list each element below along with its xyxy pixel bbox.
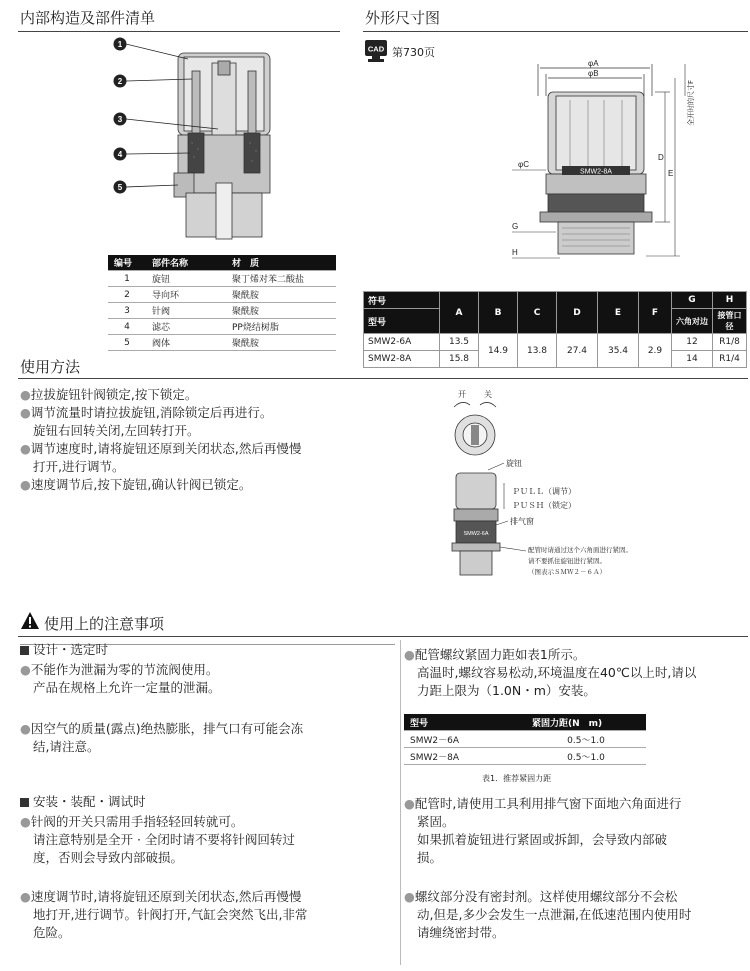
caution-design-1: ●不能作为泄漏为零的节流阀使用。 产品在规格上允许一定量的泄漏。 bbox=[20, 662, 221, 695]
label-open: 开 bbox=[458, 390, 466, 399]
divider bbox=[18, 636, 748, 637]
column-divider bbox=[400, 640, 401, 965]
callout-4: 4 bbox=[117, 150, 123, 159]
label-push: ＰＵＳＨ（锁定） bbox=[512, 501, 576, 510]
fig-model-mark: SMW2-6A bbox=[463, 531, 489, 537]
divider bbox=[18, 378, 748, 379]
cad-page-link[interactable]: 第730页 bbox=[392, 46, 435, 59]
list-item: ●调节速度时,请将旋钮还原到关闭状态,然后再慢慢 bbox=[20, 441, 302, 456]
label-pull: ＰＵＬＬ（调节） bbox=[512, 487, 576, 496]
usage-figure bbox=[440, 385, 720, 595]
outline-dimension-title: 外形尺寸图 bbox=[365, 9, 441, 27]
list-item: ●调节流量时请拉拔旋钮,消除锁定后再进行。 bbox=[20, 405, 273, 420]
internal-structure-title: 内部构造及部件清单 bbox=[20, 9, 156, 27]
label-exhaust: 排气窗 bbox=[510, 517, 534, 526]
label-knob: 旋钮 bbox=[506, 459, 522, 468]
list-item: ●速度调节后,按下旋钮,确认针阀已锁定。 bbox=[20, 477, 252, 492]
outline-dimension-drawing bbox=[500, 56, 700, 271]
callout-2: 2 bbox=[117, 77, 123, 86]
label-full-open: 全开时的尺寸F bbox=[687, 79, 695, 126]
model-mark: SMW2-8A bbox=[580, 168, 612, 176]
caution-sealant: ●螺纹部分没有密封剂。这样使用螺纹部分不会松 动,但是,多少会发生一点泄漏,在低速范围内使用时 请缠绕密封带。 bbox=[404, 889, 692, 940]
label-phi-b: φB bbox=[588, 69, 599, 78]
usage-list: ●拉拔旋钮针阀锁定,按下锁定。 ●调节流量时请拉拔旋钮,消除锁定后再进行。 旋钮右回转关闭,左回转打开。 ●调节速度时,请将旋钮还原到关闭状态,然后再慢慢 打开,进行调节。 ●速度调节后,按下旋钮,确认针阀已锁定。 bbox=[20, 386, 370, 494]
internal-structure-drawing bbox=[108, 33, 308, 248]
divider bbox=[18, 31, 340, 32]
subsection-install: 安装・装配・调试时 bbox=[20, 793, 146, 811]
svg-text:CAD: CAD bbox=[367, 44, 385, 54]
callout-1: 1 bbox=[117, 40, 123, 49]
caution-install-1: ●针阀的开关只需用手指轻轻回转就可。 请注意特别是全开 · 全闭时请不要将针阀回转过 度，否则会导致内部破损。 bbox=[20, 814, 295, 865]
label-close: 关 bbox=[484, 390, 492, 399]
label-phi-a: φA bbox=[588, 59, 599, 68]
callout-3: 3 bbox=[117, 115, 123, 124]
note-2: 请不要抓住旋钮进行紧固。 bbox=[528, 557, 606, 565]
label-phi-c: φC bbox=[518, 160, 529, 169]
caution-install-2: ●速度调节时,请将旋钮还原到关闭状态,然后再慢慢 地打开,进行调节。针阀打开,气缸会突然飞出,非常 危险。 bbox=[20, 889, 308, 940]
label-h: H bbox=[512, 248, 518, 257]
table-row: SMW2-6A 13.5 14.9 13.8 27.4 35.4 2.9 12 R1/8 bbox=[364, 334, 747, 351]
caution-piping: ●配管时,请使用工具利用排气窗下面地六角面进行 紧固。 如果抓着旋钮进行紧固或拆卸，会导致内部破 损。 bbox=[404, 796, 682, 865]
caution-torque: ●配管螺纹紧固力距如表1所示。 高温时,螺纹容易松动,环境温度在40℃以上时,请以 力距上限为（1.0N・m）安装。 bbox=[404, 647, 697, 698]
usage-title: 使用方法 bbox=[20, 358, 81, 376]
label-e: E bbox=[668, 169, 674, 178]
dimension-table: 符号 A B C D E F G H 型号 六角对边 接管口径 SMW2-6A 13.5 14.9 13.8 27.4 35.4 2.9 12 R1/8 SMW2-8A 15.8 14 R1/4 bbox=[363, 291, 747, 368]
parts-table: 编号 部件名称 材 质 1 旋钮 聚丁烯对苯二酸盐 2 导向环 聚酰胺 3 针阀 聚酰胺 4 滤芯 PP烧结树脂 5 阀体 聚酰胺 bbox=[108, 255, 336, 351]
label-d: D bbox=[658, 153, 664, 162]
table-row: 4 滤芯 PP烧结树脂 bbox=[108, 319, 336, 335]
cad-icon[interactable] bbox=[364, 39, 388, 63]
caution-design-2: ●因空气的质量(露点)绝热膨胀，排气口有可能会冻 结,请注意。 bbox=[20, 721, 304, 754]
torque-table: 型号 紧固力距(N m) SMW2－6A 0.5～1.0 SMW2－8A 0.5～1.0 bbox=[404, 714, 646, 765]
table-row: SMW2－6A 0.5～1.0 bbox=[404, 731, 646, 748]
note-3: （图表示ＳＭＷ２－６Ａ） bbox=[528, 568, 606, 576]
subsection-design: 设计・选定时 bbox=[20, 641, 108, 659]
callout-5: 5 bbox=[117, 183, 123, 192]
label-g: G bbox=[512, 222, 519, 231]
note-1: 配管时请通过这个六角面进行紧固。 bbox=[528, 546, 632, 554]
warning-icon bbox=[20, 611, 40, 631]
divider bbox=[363, 31, 748, 32]
torque-table-caption: 表1．推荐紧固力距 bbox=[482, 774, 552, 783]
table-row: SMW2-8A 15.8 14 R1/4 bbox=[364, 351, 747, 368]
table-row: 5 阀体 聚酰胺 bbox=[108, 335, 336, 351]
table-row: 2 导向环 聚酰胺 bbox=[108, 287, 336, 303]
list-item: ●拉拔旋钮针阀锁定,按下锁定。 bbox=[20, 387, 198, 402]
table-row: SMW2－8A 0.5～1.0 bbox=[404, 748, 646, 765]
table-row: 3 针阀 聚酰胺 bbox=[108, 303, 336, 319]
table-row: 1 旋钮 聚丁烯对苯二酸盐 bbox=[108, 271, 336, 287]
caution-title: 使用上的注意事项 bbox=[44, 615, 165, 633]
